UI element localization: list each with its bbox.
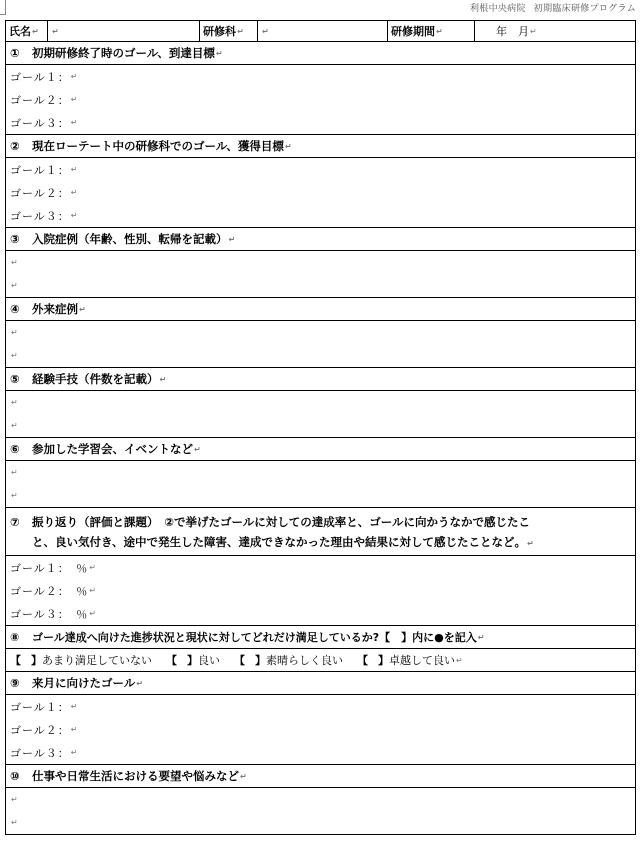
dept-label-cell: 研修科 ↵ [200, 21, 258, 41]
section-9-goals [6, 695, 635, 765]
goal-line[interactable]: ゴール１： ％ ↵ [10, 561, 96, 575]
blank-line[interactable]: ↵ [11, 258, 18, 267]
goal-line[interactable]: ゴール２： ↵ [10, 93, 78, 107]
name-row [6, 21, 635, 42]
section-7-heading: ⑦ 振り返り（評価と課題） ②で挙げたゴールに対しての達成率と、ゴールに向かうなかで感じたこ と、良い気付き、途中で発生した障害、達成できなかった理由や結果に対して感じたことなど。↵ [6, 508, 635, 556]
section-2-heading: ② 現在ローテート中の研修科でのゴール、獲得目標 ↵ [6, 135, 635, 158]
header-program: 初期臨床研修プログラム [533, 4, 636, 14]
section-6-body[interactable] [6, 461, 635, 508]
report-form [5, 20, 636, 835]
goal-line[interactable]: ゴール２： ％ ↵ [10, 584, 96, 598]
option-good[interactable]: 【 】良い [166, 654, 220, 667]
section-4-heading: ④ 外来症例 ↵ [6, 298, 635, 321]
name-label-cell: 氏名 ↵ [6, 21, 48, 41]
dept-input-cell[interactable]: ↵ [258, 21, 388, 41]
option-excellent[interactable]: 【 】素晴らしく良い [234, 654, 343, 667]
section-10-heading: ⑩ 仕事や日常生活における要望や悩みなど ↵ [6, 765, 635, 788]
section-5-body[interactable] [6, 391, 635, 438]
section-3-body[interactable] [6, 251, 635, 298]
section-8-heading: ⑧ ゴール達成へ向けた進捗状況と現状に対してどれだけ満足しているか?【 】内に●を記入 ↵ [6, 626, 635, 649]
goal-line[interactable]: ゴール１： ↵ [10, 700, 78, 714]
blank-line[interactable]: ↵ [11, 281, 18, 290]
goal-line[interactable]: ゴール２： ↵ [10, 186, 78, 200]
corner-crop-mark [0, 0, 6, 15]
blank-line[interactable]: ↵ [11, 491, 18, 500]
blank-line[interactable]: ↵ [11, 468, 18, 477]
section-6-heading: ⑥ 参加した学習会、イベントなど ↵ [6, 438, 635, 461]
goal-line[interactable]: ゴール２： ↵ [10, 723, 78, 737]
section-7-goals [6, 556, 635, 626]
section-9-heading: ⑨ 来月に向けたゴール ↵ [6, 672, 635, 695]
period-label-cell: 研修期間 ↵ [388, 21, 475, 41]
section-5-heading: ⑤ 経験手技（件数を記載） ↵ [6, 368, 635, 391]
section-10-body[interactable] [6, 788, 635, 835]
page-header [470, 1, 636, 14]
section-1-goals [6, 65, 635, 135]
blank-line[interactable]: ↵ [11, 795, 18, 804]
section-4-body[interactable] [6, 321, 635, 368]
satisfaction-options: 【 】あまり満足していない 【 】良い 【 】素晴らしく良い 【 】卓越して良い ↵ [6, 649, 635, 672]
name-input-cell[interactable]: ↵ [48, 21, 200, 41]
period-input-cell[interactable]: 年 月 ↵ [496, 25, 537, 38]
blank-line[interactable]: ↵ [11, 398, 18, 407]
blank-line[interactable]: ↵ [11, 351, 18, 360]
section-3-heading: ③ 入院症例（年齢、性別、転帰を記載） ↵ [6, 228, 635, 251]
header-hospital: 利根中央病院 [469, 4, 526, 14]
blank-line[interactable]: ↵ [11, 328, 18, 337]
goal-line[interactable]: ゴール３： ↵ [10, 746, 78, 760]
goal-line[interactable]: ゴール３： ↵ [10, 116, 78, 130]
option-not-satisfied[interactable]: 【 】あまり満足していない [10, 654, 152, 667]
goal-line[interactable]: ゴール１： ↵ [10, 163, 78, 177]
option-outstanding[interactable]: 【 】卓越して良い [357, 654, 455, 667]
blank-line[interactable]: ↵ [11, 818, 18, 827]
section-2-goals [6, 158, 635, 228]
goal-line[interactable]: ゴール１： ↵ [10, 70, 78, 84]
goal-line[interactable]: ゴール３： ↵ [10, 209, 78, 223]
blank-line[interactable]: ↵ [11, 421, 18, 430]
section-1-heading: ① 初期研修終了時のゴール、到達目標 ↵ [6, 42, 635, 65]
goal-line[interactable]: ゴール３： ％ ↵ [10, 607, 96, 621]
